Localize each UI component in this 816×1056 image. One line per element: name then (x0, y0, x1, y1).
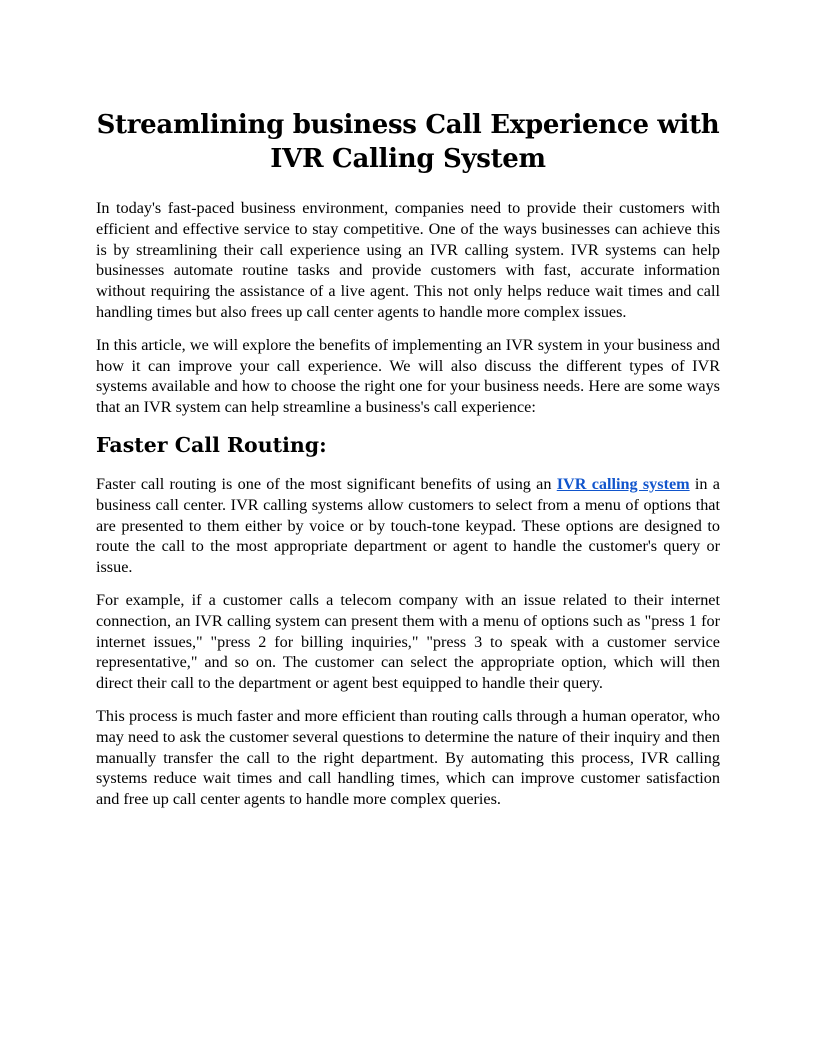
section-paragraph-1-rest: in a business call center. IVR calling systems allow customers to select from a menu of options that are presented to them either by voice or by touch-tone keypad. These options are designed to route the call to the most appropriate department or agent to handle the customer's query or issue. (96, 474, 720, 577)
section-paragraph-2: For example, if a customer calls a telecom company with an issue related to their internet connection, an IVR calling system can present them with a menu of options such as "press 1 for internet issues," "press 2 for billing inquiries," "press 3 to speak with a customer service representative," and so on. The customer can select the appropriate option, which will then direct their call to the department or agent best equipped to handle their query. (96, 590, 720, 693)
section-paragraph-1 (96, 474, 720, 578)
page-title: Streamlining business Call Experience with IVR Calling System (96, 110, 720, 174)
document-page (96, 96, 720, 822)
section-paragraph-3: This process is much faster and more efficient than routing calls through a human operator, who may need to ask the customer several questions to determine the nature of their inquiry and then manually transfer the call to the right department. By automating this process, IVR calling systems reduce wait times and call handling times, which can improve customer satisfaction and free up call center agents to handle more complex queries. (96, 706, 720, 809)
section-paragraph-1-lead: Faster call routing is one of the most significant benefits of using an (96, 474, 557, 493)
ivr-calling-system-link[interactable]: IVR calling system (556, 474, 690, 493)
intro-paragraph-2: In this article, we will explore the benefits of implementing an IVR system in your business and how it can improve your call experience. We will also discuss the different types of IVR systems available and how to choose the right one for your business needs. Here are some ways that an IVR system can help streamline a business's call experience: (96, 335, 720, 417)
intro-paragraph-1: In today's fast-paced business environment, companies need to provide their customers with efficient and effective service to stay competitive. One of the ways businesses can achieve this is by streamlining their call experience using an IVR calling system. IVR systems can help businesses automate routine tasks and provide customers with fast, accurate information without requiring the assistance of a live agent. This not only helps reduce wait times and call handling times but also frees up call center agents to handle more complex issues. (96, 199, 720, 321)
section-heading-faster-call-routing: Faster Call Routing: (96, 432, 327, 457)
